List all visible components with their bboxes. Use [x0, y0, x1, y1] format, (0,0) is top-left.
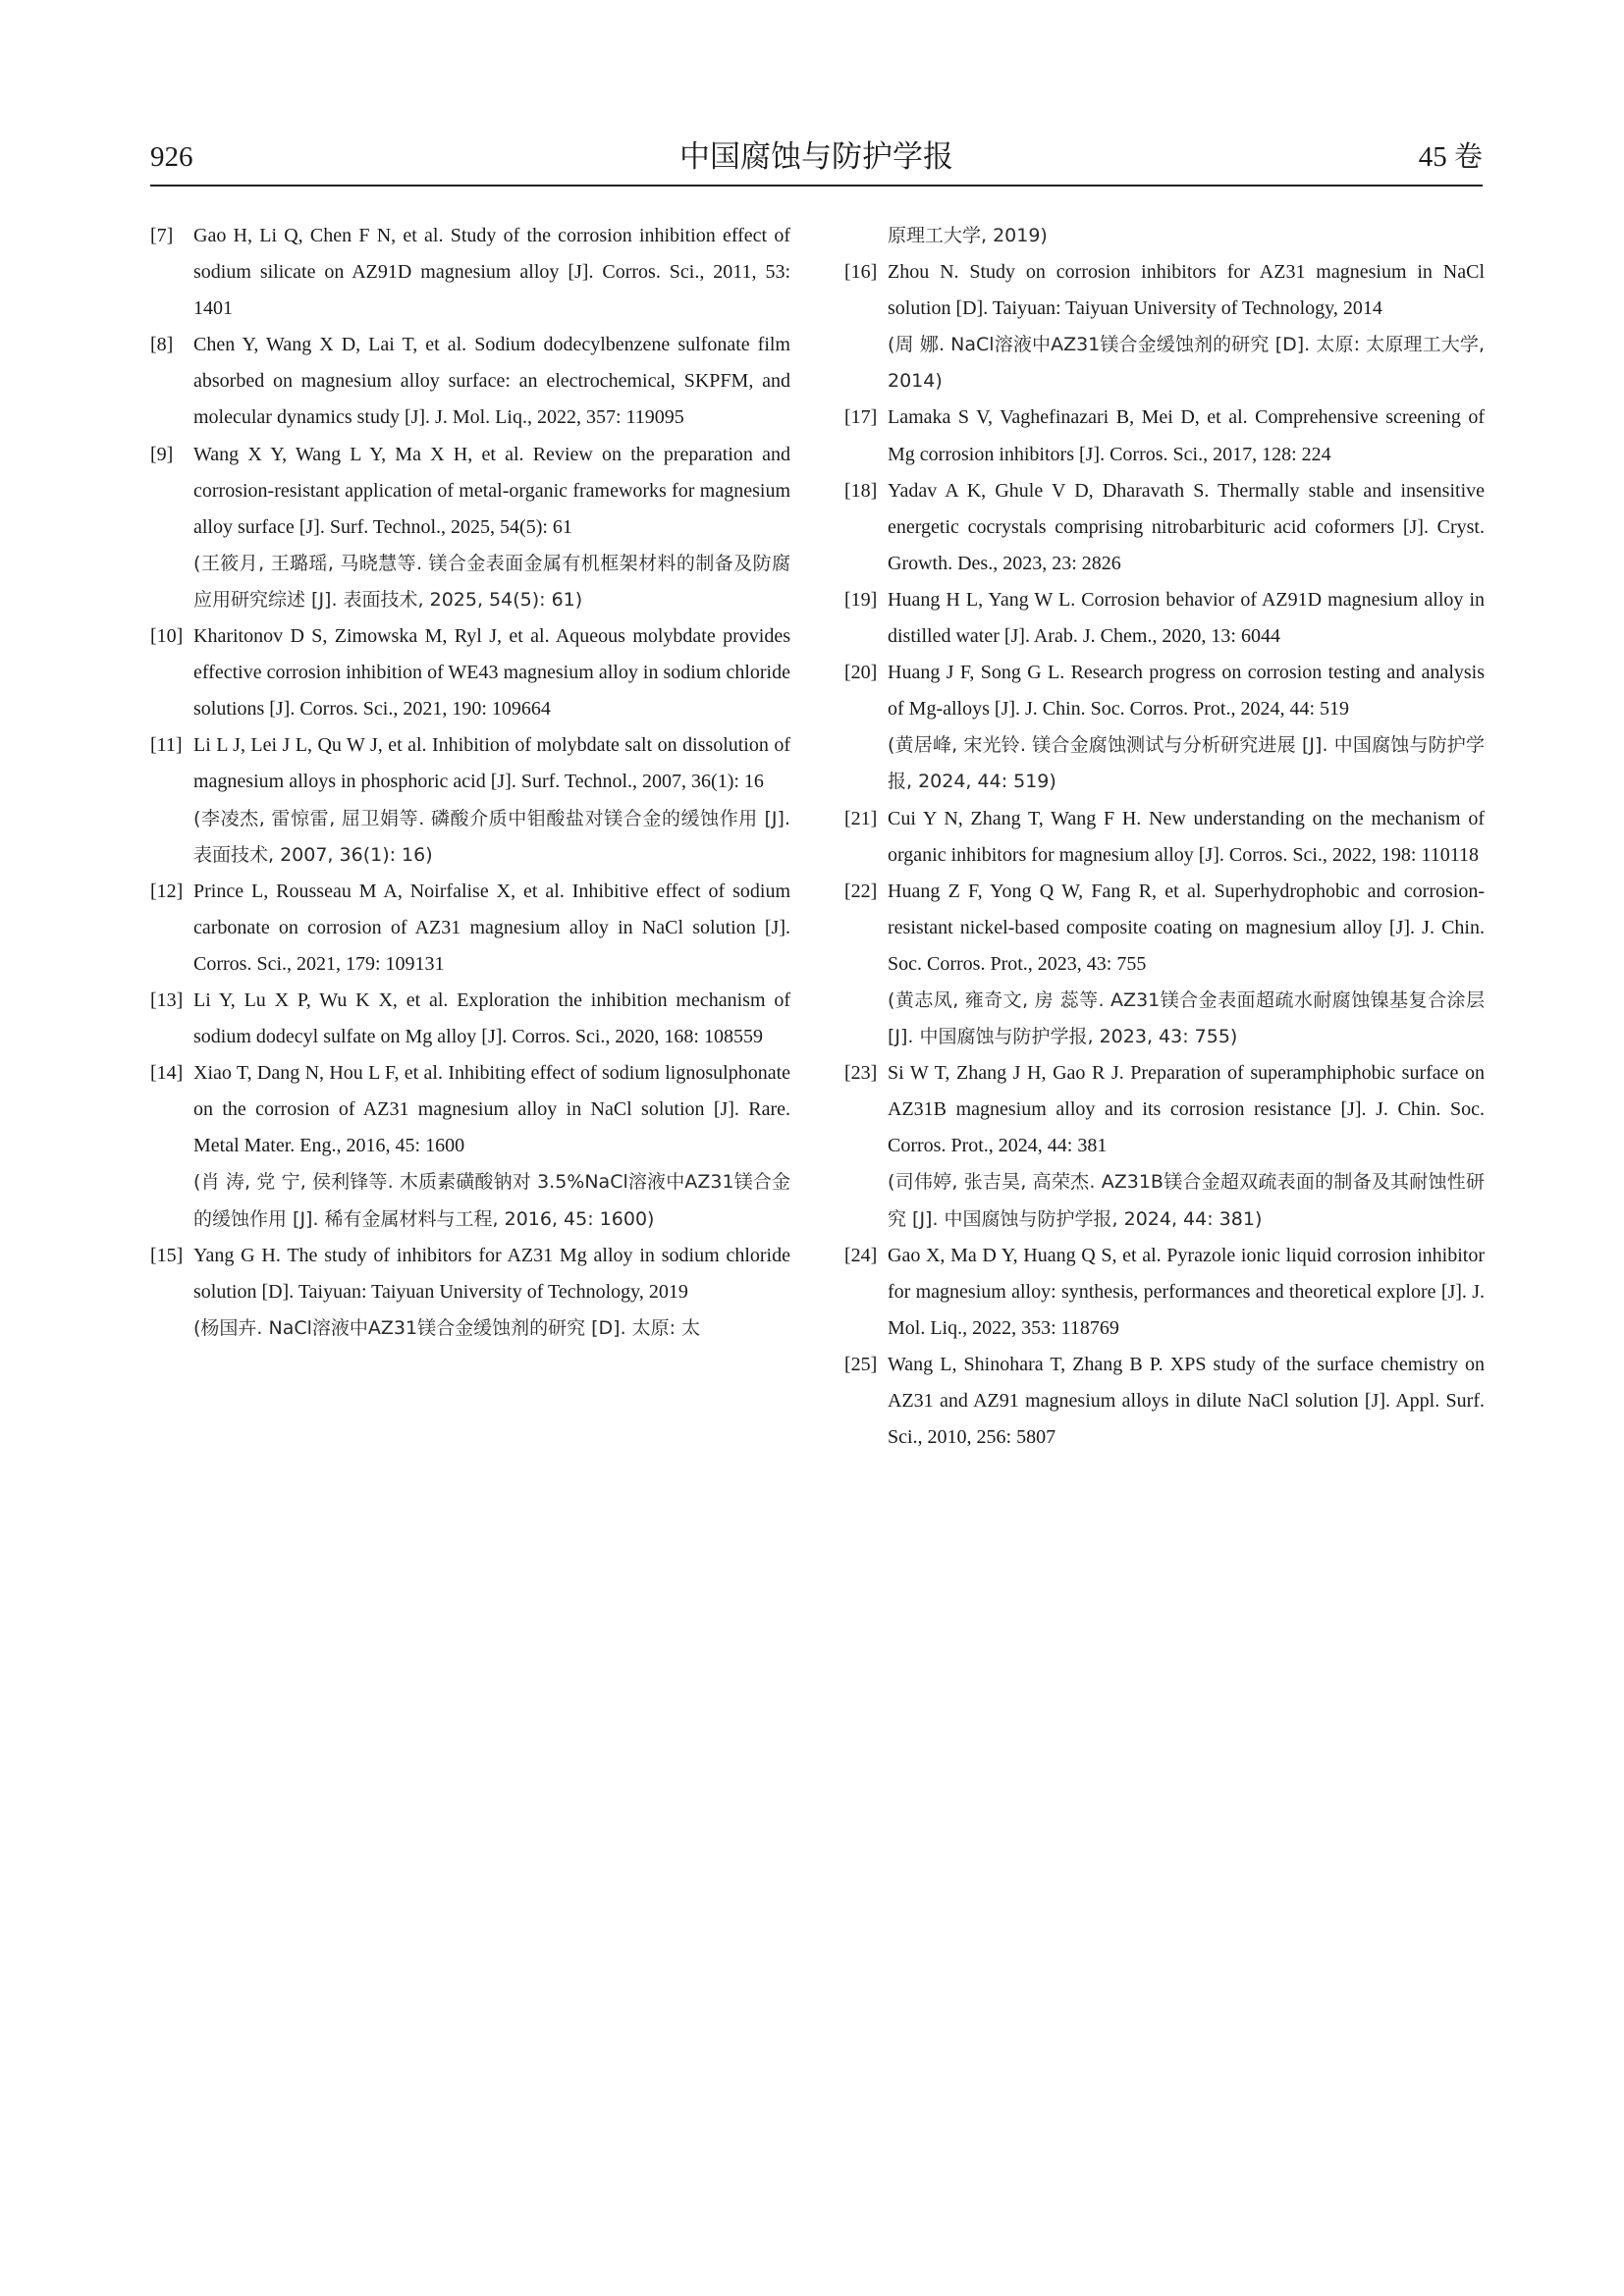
reference-number: [13] — [150, 988, 184, 1011]
reference-number: [12] — [150, 880, 184, 902]
reference-chinese-translation: (周 娜. NaCl溶液中AZ31镁合金缓蚀剂的研究 [D]. 太原: 太原理工大学, 2014) — [888, 334, 1485, 393]
page-header — [150, 139, 1483, 187]
reference-entry — [150, 618, 790, 727]
reference-column-right — [844, 218, 1485, 1456]
journal-title: 中国腐蚀与防护学报 — [679, 139, 953, 175]
reference-entry — [844, 400, 1485, 472]
reference-number: [18] — [844, 479, 878, 502]
reference-text: Yadav A K, Ghule V D, Dharavath S. Thermally stable and insensitive energetic cocrystals comprising nitrobarbituric acid coformers [J]. Cryst. Growth. Des., 2023, 23: 2826 — [888, 479, 1485, 574]
reference-chinese-translation: (肖 涛, 党 宁, 侯利锋等. 木质素磺酸钠对 3.5%NaCl溶液中AZ31镁合金的缓蚀作用 [J]. 稀有金属材料与工程, 2016, 45: 1600) — [193, 1171, 790, 1230]
reference-number: [21] — [844, 807, 878, 829]
reference-column-left — [150, 218, 790, 1347]
reference-text: Chen Y, Wang X D, Lai T, et al. Sodium dodecylbenzene sulfonate film absorbed on magnesium alloy surface: an electrochemical, SKPFM, and molecular dynamics study [J]. J. Mol. Liq., 2022, 357: 119095 — [193, 334, 790, 429]
reference-entry — [150, 1238, 790, 1347]
reference-entry — [150, 874, 790, 983]
reference-number: [23] — [844, 1062, 878, 1085]
reference-entry — [844, 874, 1485, 1055]
reference-number: [7] — [150, 225, 174, 246]
volume-label: 45 卷 — [1418, 141, 1483, 173]
reference-entry — [844, 582, 1485, 655]
reference-number: [20] — [844, 662, 878, 684]
reference-text: Li Y, Lu X P, Wu K X, et al. Exploration the inhibition mechanism of sodium dodecyl sulfate on Mg alloy [J]. Corros. Sci., 2020, 168: 108559 — [193, 988, 790, 1048]
reference-chinese-translation: (司伟婷, 张吉昊, 高荣杰. AZ31B镁合金超双疏表面的制备及其耐蚀性研究 [J]. 中国腐蚀与防护学报, 2024, 44: 381) — [888, 1171, 1485, 1230]
reference-text: Wang X Y, Wang L Y, Ma X H, et al. Review on the preparation and corrosion-resistant application of metal-organic frameworks for magnesium alloy surface [J]. Surf. Technol., 2025, 54(5): 61 — [193, 443, 790, 538]
header-rule — [150, 185, 1483, 187]
reference-text: Gao H, Li Q, Chen F N, et al. Study of the corrosion inhibition effect of sodium silicate on AZ91D magnesium alloy [J]. Corros. Sci., 2011, 53: 1401 — [193, 225, 790, 320]
reference-text: Prince L, Rousseau M A, Noirfalise X, et al. Inhibitive effect of sodium carbonate on corrosion of AZ31 magnesium alloy in NaCl solution [J]. Corros. Sci., 2021, 179: 109131 — [193, 880, 790, 975]
reference-entry — [844, 801, 1485, 874]
reference-text: Li L J, Lei J L, Qu W J, et al. Inhibition of molybdate salt on dissolution of magnesium alloys in phosphoric acid [J]. Surf. Technol., 2007, 36(1): 16 — [193, 734, 790, 793]
reference-text: Gao X, Ma D Y, Huang Q S, et al. Pyrazole ionic liquid corrosion inhibitor for magnesium alloy: synthesis, performances and theoretical explore [J]. J. Mol. Liq., 2022, 353: 118769 — [888, 1244, 1485, 1339]
reference-number: [8] — [150, 334, 174, 356]
reference-entry — [844, 655, 1485, 800]
reference-text: Huang J F, Song G L. Research progress on corrosion testing and analysis of Mg-alloys [J]. J. Chin. Soc. Corros. Prot., 2024, 44: 519 — [888, 662, 1485, 721]
reference-number: [11] — [150, 734, 183, 757]
reference-number: [19] — [844, 588, 878, 611]
reference-text: Huang Z F, Yong Q W, Fang R, et al. Superhydrophobic and corrosion-resistant nickel-based composite coating on magnesium alloy [J]. J. Chin. Soc. Corros. Prot., 2023, 43: 755 — [888, 880, 1485, 975]
reference-entry — [844, 254, 1485, 400]
reference-text: Wang L, Shinohara T, Zhang B P. XPS study of the surface chemistry on AZ31 and AZ91 magnesium alloys in dilute NaCl solution [J]. Appl. Surf. Sci., 2010, 256: 5807 — [888, 1353, 1485, 1449]
reference-text: Xiao T, Dang N, Hou L F, et al. Inhibiting effect of sodium lignosulphonate on the corrosion of AZ31 magnesium alloy in NaCl solution [J]. Rare. Metal Mater. Eng., 2016, 45: 1600 — [193, 1062, 790, 1157]
reference-number: [22] — [844, 880, 878, 902]
reference-entry — [150, 218, 790, 327]
reference-number: [24] — [844, 1244, 878, 1266]
reference-number: [15] — [150, 1244, 184, 1266]
reference-number: [14] — [150, 1062, 184, 1085]
reference-text: Cui Y N, Zhang T, Wang F H. New understanding on the mechanism of organic inhibitors for magnesium alloy [J]. Corros. Sci., 2022, 198: 110118 — [888, 807, 1485, 866]
reference-entry — [150, 983, 790, 1055]
reference-entry — [150, 327, 790, 436]
reference-text: Huang H L, Yang W L. Corrosion behavior of AZ91D magnesium alloy in distilled water [J]. Arab. J. Chem., 2020, 13: 6044 — [888, 588, 1485, 648]
reference-chinese-translation: (杨国卉. NaCl溶液中AZ31镁合金缓蚀剂的研究 [D]. 太原: 太 — [193, 1316, 701, 1339]
reference-entry — [844, 218, 1485, 254]
reference-chinese-translation: (黄志凤, 雍奇文, 房 蕊等. AZ31镁合金表面超疏水耐腐蚀镍基复合涂层 [J]. 中国腐蚀与防护学报, 2023, 43: 755) — [888, 988, 1485, 1048]
reference-entry — [844, 1055, 1485, 1237]
reference-number: [25] — [844, 1353, 878, 1375]
page-number: 926 — [150, 141, 193, 173]
reference-entry — [150, 437, 790, 618]
reference-number: [9] — [150, 443, 174, 465]
reference-entry — [844, 1238, 1485, 1347]
reference-chinese-translation: (黄居峰, 宋光铃. 镁合金腐蚀测试与分析研究进展 [J]. 中国腐蚀与防护学报, 2024, 44: 519) — [888, 734, 1485, 793]
reference-number: [17] — [844, 406, 878, 429]
reference-chinese-translation: 原理工大学, 2019) — [888, 225, 1048, 246]
reference-text: Si W T, Zhang J H, Gao R J. Preparation of superamphiphobic surface on AZ31B magnesium alloy and its corrosion resistance [J]. J. Chin. Soc. Corros. Prot., 2024, 44: 381 — [888, 1062, 1485, 1157]
reference-number: [16] — [844, 261, 878, 284]
reference-chinese-translation: (李凌杰, 雷惊雷, 屈卫娟等. 磷酸介质中钼酸盐对镁合金的缓蚀作用 [J]. 表面技术, 2007, 36(1): 16) — [193, 807, 790, 866]
reference-text: Kharitonov D S, Zimowska M, Ryl J, et al. Aqueous molybdate provides effective corrosion inhibition of WE43 magnesium alloy in sodium chloride solutions [J]. Corros. Sci., 2021, 190: 109664 — [193, 625, 790, 721]
reference-entry — [844, 473, 1485, 582]
reference-text: Lamaka S V, Vaghefinazari B, Mei D, et al. Comprehensive screening of Mg corrosion inhibitors [J]. Corros. Sci., 2017, 128: 224 — [888, 406, 1485, 465]
reference-number: [10] — [150, 625, 184, 648]
reference-entry — [844, 1347, 1485, 1456]
reference-text: Zhou N. Study on corrosion inhibitors for AZ31 magnesium in NaCl solution [D]. Taiyuan: Taiyuan University of Technology, 2014 — [888, 261, 1485, 320]
reference-chinese-translation: (王筱月, 王璐瑶, 马晓慧等. 镁合金表面金属有机框架材料的制备及防腐应用研究综述 [J]. 表面技术, 2025, 54(5): 61) — [193, 552, 790, 611]
reference-entry — [150, 727, 790, 873]
reference-entry — [150, 1055, 790, 1237]
reference-text: Yang G H. The study of inhibitors for AZ31 Mg alloy in sodium chloride solution [D]. Taiyuan: Taiyuan University of Technology, 2019 — [193, 1244, 790, 1303]
